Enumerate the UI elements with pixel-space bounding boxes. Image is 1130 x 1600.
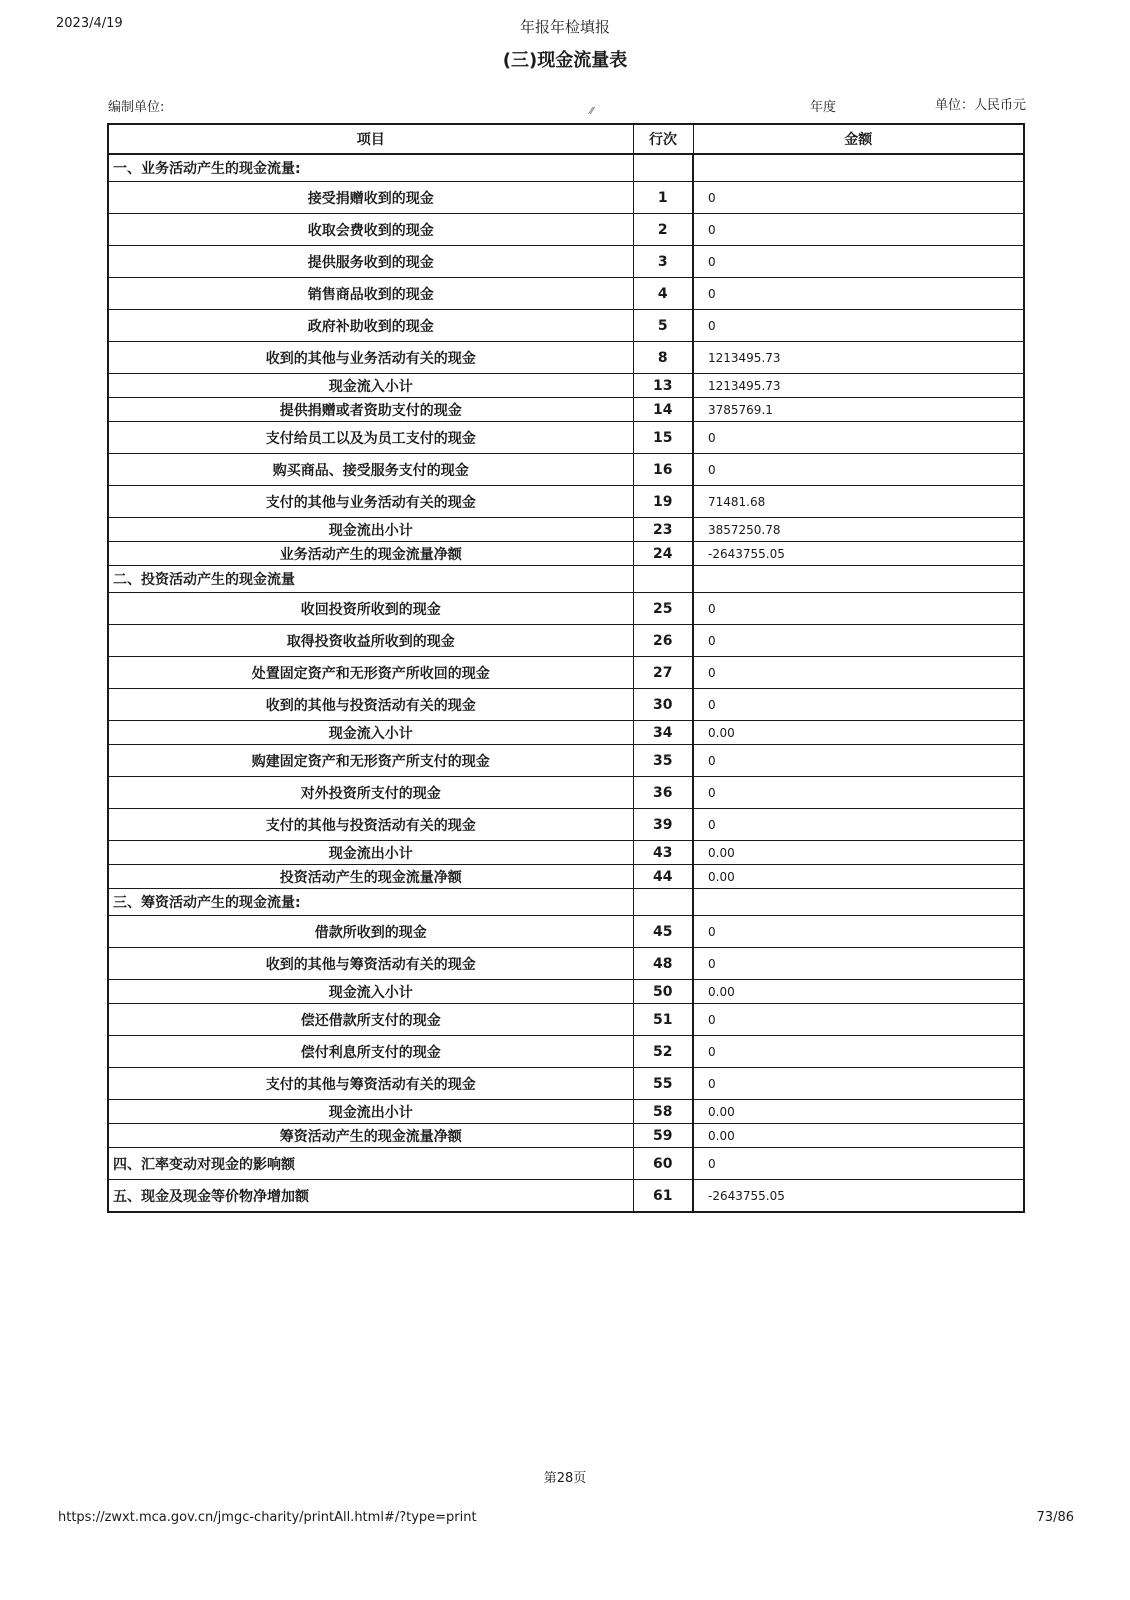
row-line-number: 45 (633, 916, 693, 948)
row-line-number: 30 (633, 689, 693, 721)
table-row (108, 1004, 1024, 1036)
row-line-number: 50 (633, 980, 693, 1004)
row-amount: 1213495.73 (693, 342, 1024, 374)
table-row (108, 745, 1024, 777)
row-amount: 0 (693, 657, 1024, 689)
table-row (108, 657, 1024, 689)
row-line-number: 13 (633, 374, 693, 398)
table-row (108, 310, 1024, 342)
section-heading: 四、汇率变动对现金的影响额 (108, 1148, 633, 1180)
row-line-number: 51 (633, 1004, 693, 1036)
row-item: 对外投资所支付的现金 (108, 777, 633, 809)
header-item: 项目 (108, 124, 633, 154)
row-item: 现金流入小计 (108, 980, 633, 1004)
row-line-number: 34 (633, 721, 693, 745)
row-amount: 0 (693, 182, 1024, 214)
row-item: 收到的其他与投资活动有关的现金 (108, 689, 633, 721)
row-amount: 3785769.1 (693, 398, 1024, 422)
table-row (108, 865, 1024, 889)
page-number: 第28页 (543, 1471, 587, 1486)
header-amount: 金额 (693, 124, 1024, 154)
table-row (108, 980, 1024, 1004)
row-line-number: 14 (633, 398, 693, 422)
row-line-number: 39 (633, 809, 693, 841)
row-amount: 0.00 (693, 721, 1024, 745)
table-row (108, 1100, 1024, 1124)
row-item: 支付给员工以及为员工支付的现金 (108, 422, 633, 454)
org-label: 编制单位: (108, 100, 165, 115)
row-item: 偿还借款所支付的现金 (108, 1004, 633, 1036)
section-heading: 三、筹资活动产生的现金流量: (108, 889, 633, 916)
table-row (108, 422, 1024, 454)
print-date: 2023/4/19 (56, 16, 123, 31)
row-line-number: 5 (633, 310, 693, 342)
row-item: 取得投资收益所收到的现金 (108, 625, 633, 657)
row-line-number (633, 889, 693, 916)
row-line-number: 61 (633, 1180, 693, 1213)
section-heading: 二、投资活动产生的现金流量 (108, 566, 633, 593)
row-item: 筹资活动产生的现金流量净额 (108, 1124, 633, 1148)
row-line-number: 44 (633, 865, 693, 889)
row-amount: 0 (693, 310, 1024, 342)
row-item: 政府补助收到的现金 (108, 310, 633, 342)
row-amount: 0 (693, 1068, 1024, 1100)
row-amount: 0 (693, 454, 1024, 486)
row-amount (693, 566, 1024, 593)
table-row (108, 154, 1024, 182)
section-heading: 五、现金及现金等价物净增加额 (108, 1180, 633, 1213)
row-item: 收到的其他与业务活动有关的现金 (108, 342, 633, 374)
row-item: 借款所收到的现金 (108, 916, 633, 948)
row-line-number: 16 (633, 454, 693, 486)
row-line-number: 15 (633, 422, 693, 454)
table-row (108, 566, 1024, 593)
row-amount: 0 (693, 246, 1024, 278)
row-amount: 0 (693, 593, 1024, 625)
table-row (108, 342, 1024, 374)
table-row (108, 889, 1024, 916)
row-amount: 0 (693, 1004, 1024, 1036)
row-item: 投资活动产生的现金流量净额 (108, 865, 633, 889)
row-amount: 0 (693, 1148, 1024, 1180)
row-amount: 0.00 (693, 865, 1024, 889)
row-line-number: 48 (633, 948, 693, 980)
row-line-number: 43 (633, 841, 693, 865)
row-item: 现金流出小计 (108, 841, 633, 865)
row-amount (693, 154, 1024, 182)
row-line-number: 58 (633, 1100, 693, 1124)
row-amount: 0.00 (693, 1124, 1024, 1148)
row-item: 偿付利息所支付的现金 (108, 1036, 633, 1068)
row-line-number (633, 566, 693, 593)
row-line-number: 23 (633, 518, 693, 542)
table-row (108, 1124, 1024, 1148)
row-amount: 0 (693, 777, 1024, 809)
row-item: 现金流入小计 (108, 721, 633, 745)
page-url: https://zwxt.mca.gov.cn/jmgc-charity/printAll.html#/?type=print (58, 1510, 477, 1525)
table-row (108, 246, 1024, 278)
row-item: 现金流入小计 (108, 374, 633, 398)
row-line-number: 55 (633, 1068, 693, 1100)
row-line-number: 25 (633, 593, 693, 625)
table-header-row (108, 124, 1024, 154)
row-line-number: 1 (633, 182, 693, 214)
table-row (108, 542, 1024, 566)
row-line-number: 2 (633, 214, 693, 246)
row-item: 购建固定资产和无形资产所支付的现金 (108, 745, 633, 777)
table-row (108, 1148, 1024, 1180)
row-line-number: 59 (633, 1124, 693, 1148)
table-row (108, 841, 1024, 865)
table-row (108, 486, 1024, 518)
table-row (108, 1036, 1024, 1068)
row-amount: 3857250.78 (693, 518, 1024, 542)
row-amount: 0 (693, 948, 1024, 980)
row-amount: 0.00 (693, 980, 1024, 1004)
row-item: 提供捐赠或者资助支付的现金 (108, 398, 633, 422)
row-amount: 0 (693, 689, 1024, 721)
row-item: 购买商品、接受服务支付的现金 (108, 454, 633, 486)
row-amount: 0 (693, 916, 1024, 948)
row-amount: 0.00 (693, 841, 1024, 865)
table-row (108, 398, 1024, 422)
table-row (108, 1068, 1024, 1100)
row-amount: 0 (693, 745, 1024, 777)
row-item: 提供服务收到的现金 (108, 246, 633, 278)
cash-flow-table (107, 123, 1025, 1213)
table-row (108, 214, 1024, 246)
row-item: 接受捐赠收到的现金 (108, 182, 633, 214)
header-line: 行次 (633, 124, 693, 154)
row-line-number: 19 (633, 486, 693, 518)
table-row (108, 593, 1024, 625)
row-amount: -2643755.05 (693, 542, 1024, 566)
table-row (108, 777, 1024, 809)
row-line-number: 36 (633, 777, 693, 809)
pen-mark: ⁄⁄ (590, 106, 594, 117)
row-item: 支付的其他与筹资活动有关的现金 (108, 1068, 633, 1100)
row-line-number: 24 (633, 542, 693, 566)
table-row (108, 1180, 1024, 1213)
row-line-number: 26 (633, 625, 693, 657)
row-item: 现金流出小计 (108, 518, 633, 542)
year-label: 年度 (810, 100, 837, 115)
table-row (108, 278, 1024, 310)
table-body (108, 154, 1024, 1212)
row-item: 收回投资所收到的现金 (108, 593, 633, 625)
page-count: 73/86 (1036, 1510, 1074, 1525)
row-item: 销售商品收到的现金 (108, 278, 633, 310)
row-line-number: 35 (633, 745, 693, 777)
table-row (108, 454, 1024, 486)
row-amount: 0 (693, 422, 1024, 454)
row-amount: 0 (693, 278, 1024, 310)
row-line-number: 27 (633, 657, 693, 689)
row-item: 收到的其他与筹资活动有关的现金 (108, 948, 633, 980)
table-row (108, 948, 1024, 980)
print-header-title: 年报年检填报 (519, 18, 610, 36)
section-heading: 一、业务活动产生的现金流量: (108, 154, 633, 182)
row-item: 现金流出小计 (108, 1100, 633, 1124)
table-row (108, 625, 1024, 657)
row-line-number: 52 (633, 1036, 693, 1068)
table-row (108, 518, 1024, 542)
row-line-number: 3 (633, 246, 693, 278)
row-item: 收取会费收到的现金 (108, 214, 633, 246)
row-amount: -2643755.05 (693, 1180, 1024, 1213)
document-title: (三)现金流量表 (502, 50, 628, 71)
row-item: 支付的其他与业务活动有关的现金 (108, 486, 633, 518)
row-amount: 0 (693, 625, 1024, 657)
row-line-number (633, 154, 693, 182)
row-line-number: 60 (633, 1148, 693, 1180)
row-line-number: 4 (633, 278, 693, 310)
table-row (108, 721, 1024, 745)
row-item: 处置固定资产和无形资产所收回的现金 (108, 657, 633, 689)
row-amount: 71481.68 (693, 486, 1024, 518)
row-amount: 1213495.73 (693, 374, 1024, 398)
row-amount: 0.00 (693, 1100, 1024, 1124)
table-row (108, 916, 1024, 948)
row-item: 支付的其他与投资活动有关的现金 (108, 809, 633, 841)
row-amount: 0 (693, 1036, 1024, 1068)
row-item: 业务活动产生的现金流量净额 (108, 542, 633, 566)
row-line-number: 8 (633, 342, 693, 374)
table-row (108, 809, 1024, 841)
table-row (108, 374, 1024, 398)
table-row (108, 689, 1024, 721)
row-amount: 0 (693, 809, 1024, 841)
row-amount: 0 (693, 214, 1024, 246)
unit-label: 单位：人民币元 (935, 98, 1027, 113)
table-row (108, 182, 1024, 214)
row-amount (693, 889, 1024, 916)
